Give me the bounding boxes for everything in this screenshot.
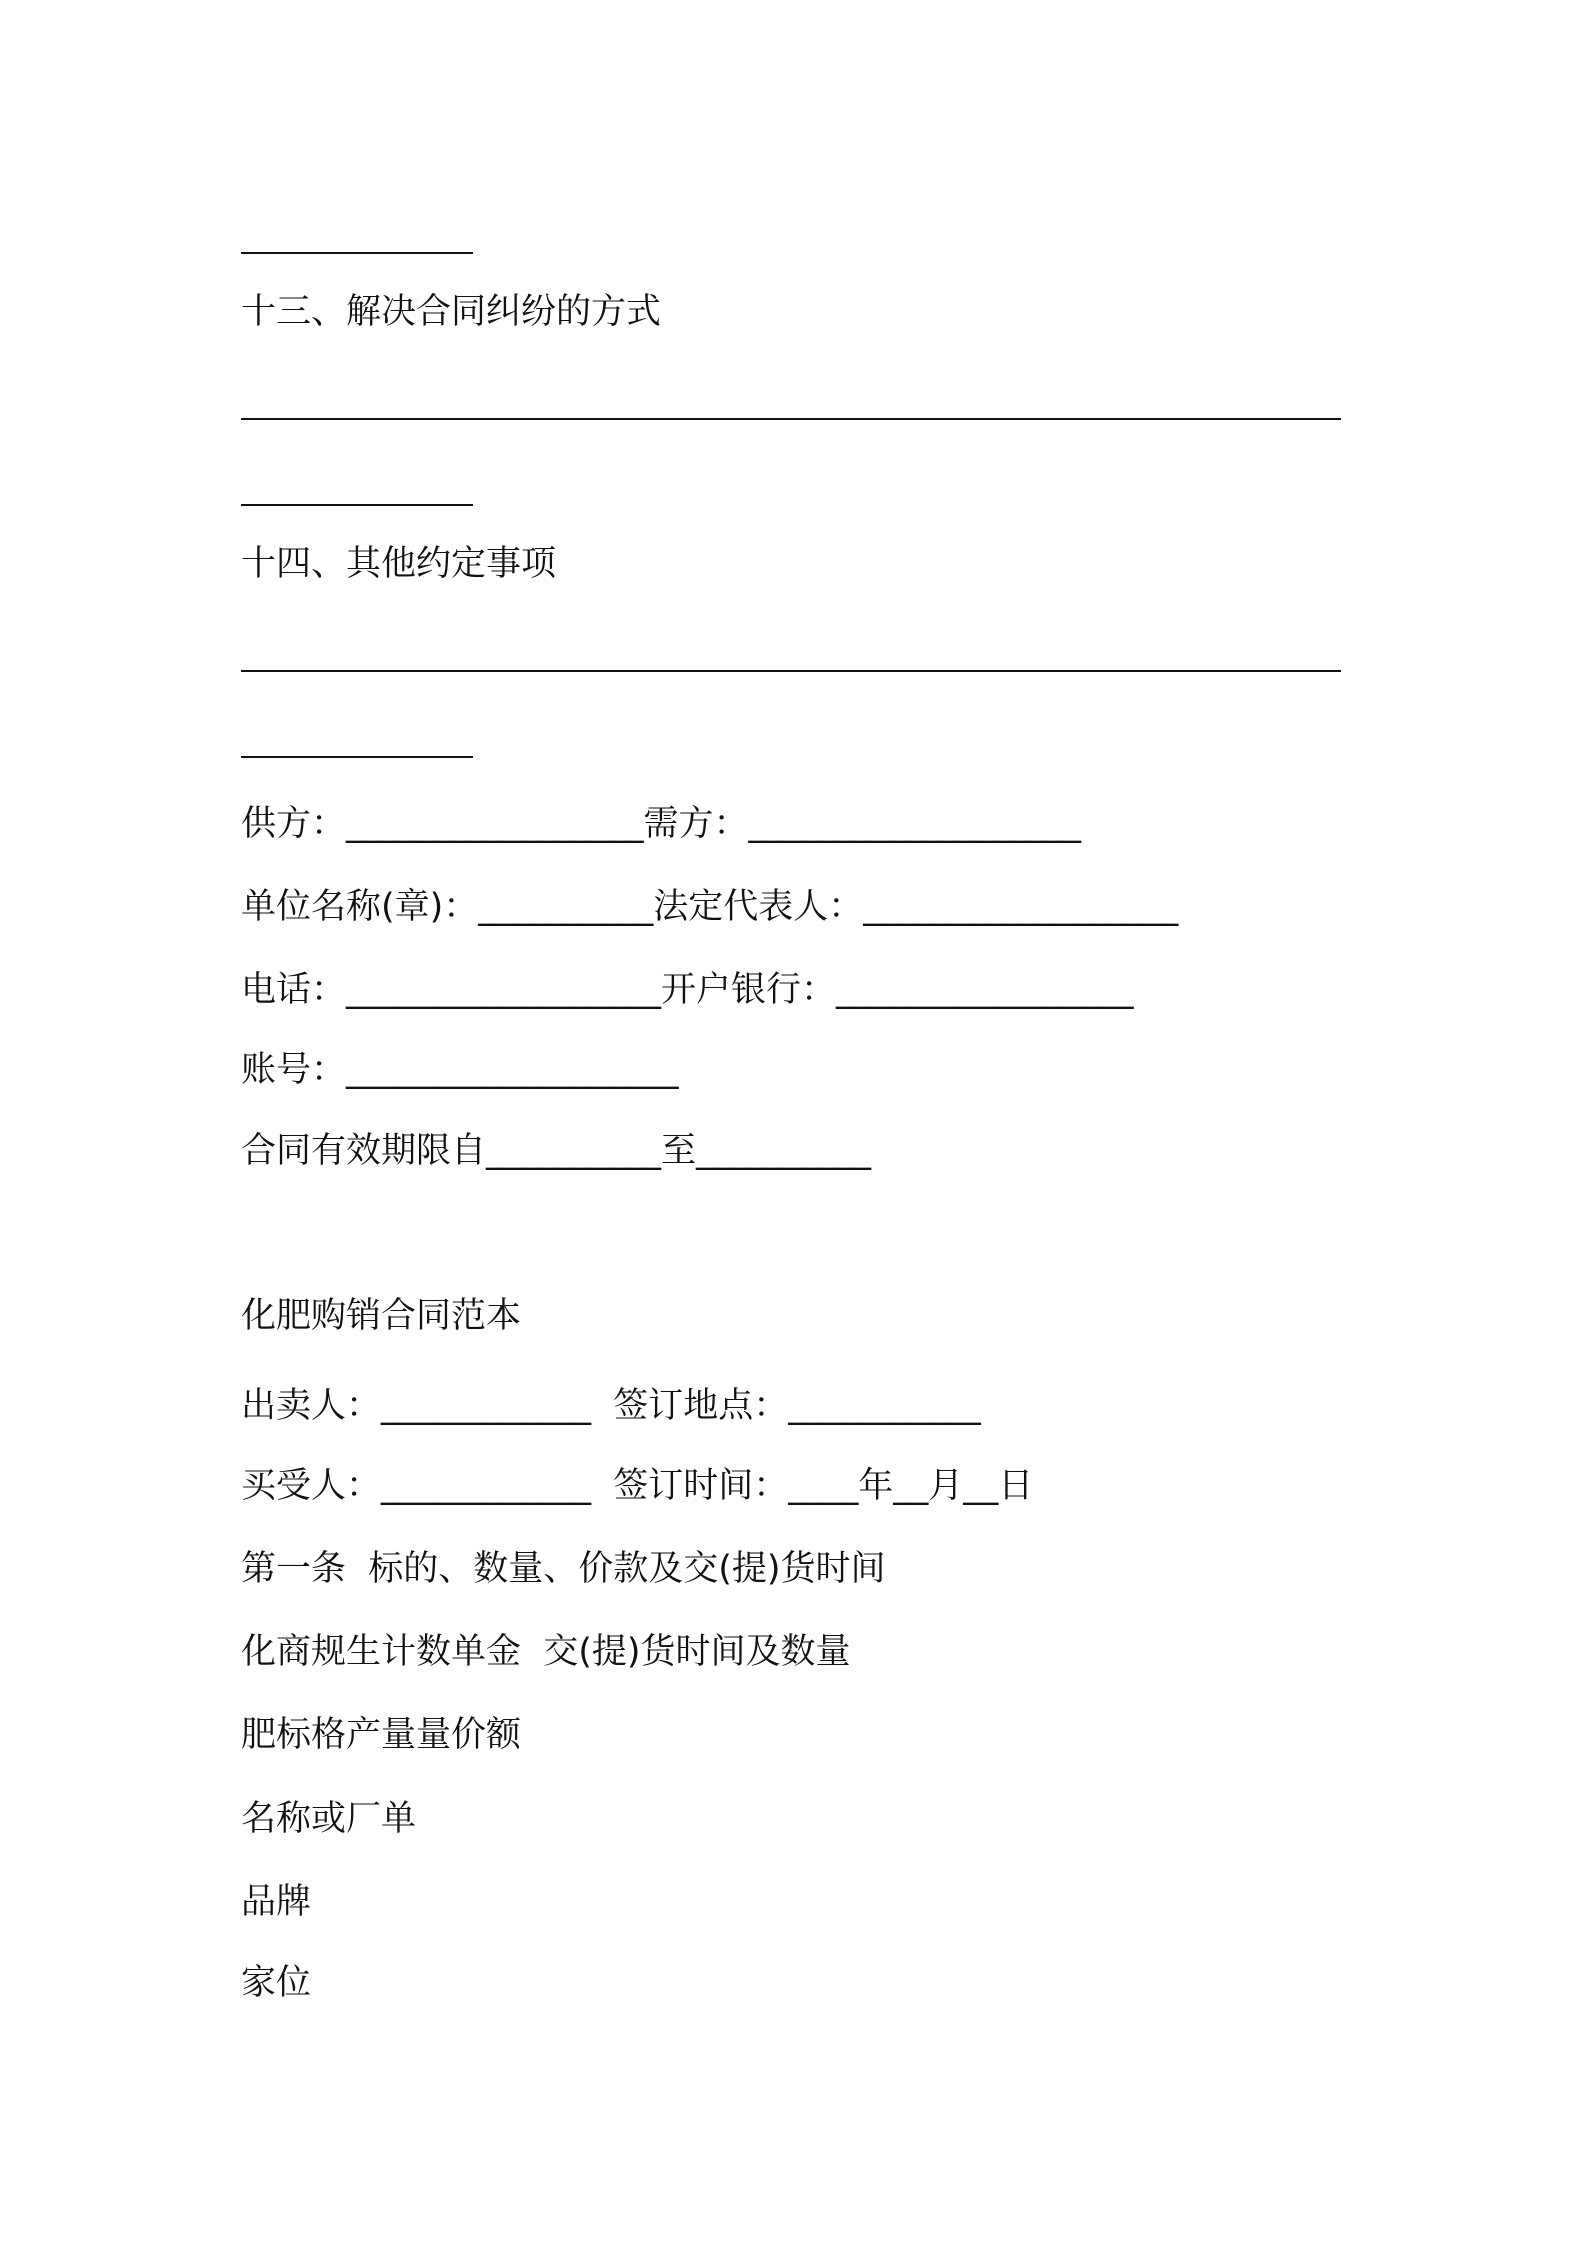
phone-bank-line: 电话：__________________开户银行：_________________ (241, 970, 1134, 1010)
blank-rule-2 (241, 418, 1341, 420)
section-14-heading: 十四、其他约定事项 (241, 544, 557, 584)
unit-name-representative-line: 单位名称(章)：__________法定代表人：__________________ (241, 887, 1179, 927)
article-1-heading: 第一条 标的、数量、价款及交(提)货时间 (241, 1549, 886, 1589)
contract-title: 化肥购销合同范本 (241, 1296, 522, 1336)
table-header-row-2: 肥标格产量量价额 (241, 1715, 522, 1755)
section-13-heading: 十三、解决合同纠纷的方式 (241, 292, 662, 332)
table-header-row-3: 名称或厂单 (241, 1799, 417, 1839)
table-header-row-1: 化商规生计数单金 交(提)货时间及数量 (241, 1632, 851, 1672)
table-header-row-4: 品牌 (241, 1882, 312, 1922)
blank-rule-3 (241, 504, 473, 506)
account-line: 账号：___________________ (241, 1050, 679, 1090)
validity-period-line: 合同有效期限自__________至__________ (241, 1131, 872, 1171)
buyer-date-line: 买受人：____________ 签订时间：____年__月__日 (241, 1466, 1034, 1506)
seller-place-line: 出卖人：____________ 签订地点：___________ (241, 1386, 981, 1426)
blank-rule-5 (241, 756, 473, 758)
table-header-row-5: 家位 (241, 1963, 312, 2003)
supplier-demander-line: 供方：_________________需方：___________________ (241, 804, 1082, 844)
blank-rule-4 (241, 670, 1341, 672)
blank-rule-1 (241, 252, 473, 254)
